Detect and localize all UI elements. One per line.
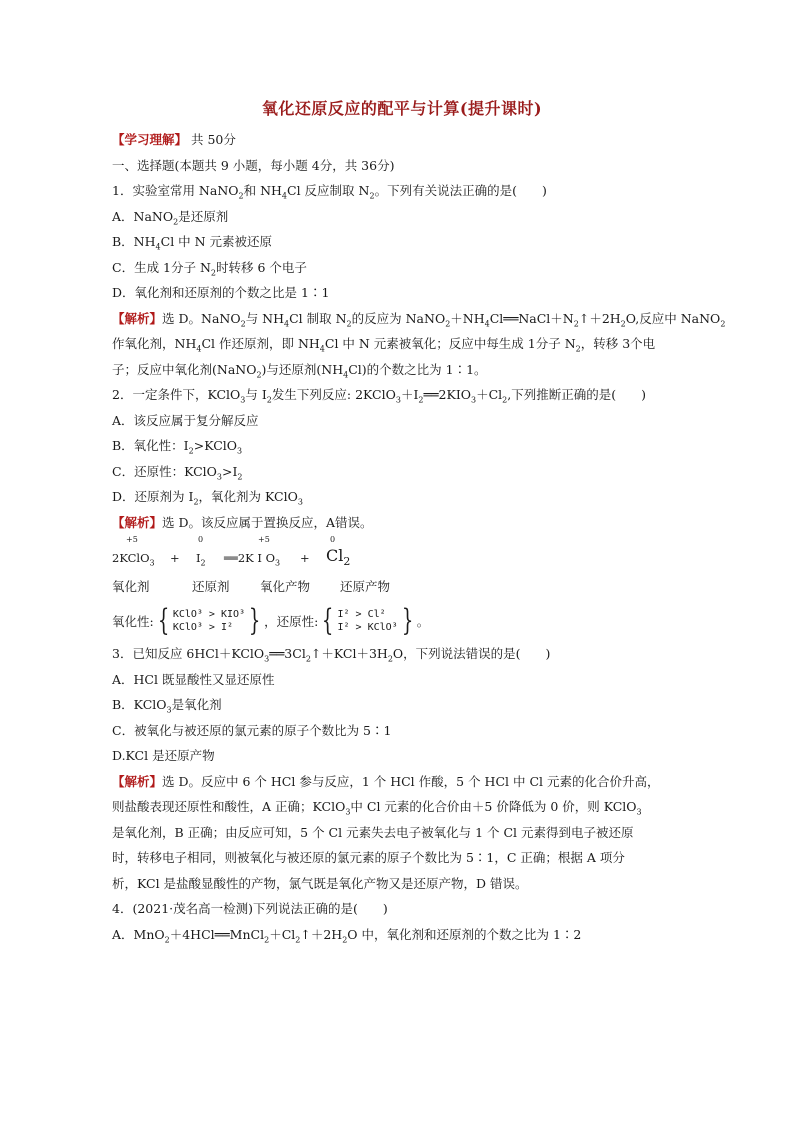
q2-stem: 2．一定条件下，KClO$_3$与 $I_2$发生下列反应: $2KClO_3+I_2══2KIO_3+Cl_2$,下列推断正确的是( ) [112, 387, 646, 405]
eq-term-kio3: ══2K I $O_3$ [224, 551, 281, 568]
q1-answer-line2: 作氧化剂，$NH_4Cl$ 作还原剂，即 $NH_4Cl$ 中 N 元素被氧化；反应中每生成 1分子 $N_2$，转移 3个电 [112, 336, 656, 354]
q2-option-a: A．该反应属于复分解反应 [112, 412, 259, 428]
reducing-label: ，还原性: [264, 614, 319, 629]
q3-answer-line2: 则盐酸表现还原性和酸性，A 正确；KClO$_3$中 Cl 元素的化合价由＋5 价降低为 0 价，则 KClO$_3$ [112, 799, 642, 817]
role-oxidant: 氧化剂 [112, 579, 150, 594]
q3-answer-line4: 时，转移电子相同，则被氧化与被还原的氯元素的原子个数比为 5∶1，C 正确；根据 A 项分 [112, 850, 625, 865]
q2-option-d: D．还原剂为 $I_2$，氧化剂为 KClO$_3$ [112, 489, 303, 507]
document-page [112, 96, 726, 947]
q4-stem: 4．(2021·茂名高一检测)下列说法正确的是( ) [112, 901, 388, 916]
q2-equation [112, 535, 692, 573]
q2-comparison: 氧化性: { KClO³ > KIO³ KClO³ > I² } ，还原性: { I² > Cl² I² > KClO³ } 。 [112, 603, 430, 638]
q3-option-a: A．HCl 既显酸性又显还原性 [112, 671, 275, 687]
q2-answer: 【解析】选 D。该反应属于置换反应，A错误。 [112, 514, 373, 530]
q3-stem: 3．已知反应 $6HCl+KClO_3══3Cl_2↑+KCl+3H_2O$，下列说法错误的是( ) [112, 646, 551, 664]
eq-plus-2: + [300, 551, 310, 565]
oxidizing-brace: { KClO³ > KIO³ KClO³ > I² } [157, 603, 261, 638]
q1-answer-line3: 子；反应中氧化剂(NaNO$_2$)与还原剂$(NH_4Cl)$的个数之比为 1∶1。 [112, 361, 487, 379]
section-header [112, 127, 692, 153]
section-score: 共 50分 [187, 132, 236, 147]
q4-option-a: A．$MnO_2+4HCl══MnCl_2+Cl_2↑+2H_2O$ 中，氧化剂和还原剂的个数之比为 1∶2 [112, 926, 582, 944]
page-title: 氧化还原反应的配平与计算(提升课时) [261, 99, 543, 118]
q3-answer-line1: 【解析】选 D。反应中 6 个 HCl 参与反应，1 个 HCl 作酸，5 个 HCl 中 Cl 元素的化合价升高， [112, 773, 660, 789]
role-red-product: 还原产物 [340, 579, 391, 594]
q3-answer-line5: 析，KCl 是盐酸显酸性的产物，氯气既是氧化产物又是还原产物，D 错误。 [112, 875, 528, 891]
eq-term-i2: $I_2$ [196, 551, 206, 568]
q1-option-d: D．氧化剂和还原剂的个数之比是 1∶1 [112, 285, 330, 300]
q2-option-c: C．还原性：$KClO_3>I_2$ [112, 463, 243, 481]
ox-state-kio3: +5 [258, 535, 270, 544]
eq-plus-1: + [170, 551, 180, 565]
q1-option-b: B．$NH_4Cl$ 中 N 元素被还原 [112, 234, 273, 252]
section-tag: 【学习理解】 [112, 132, 188, 147]
role-reductant: 还原剂 [192, 579, 230, 594]
q1-option-c: C．生成 1分子 $N_2$时转移 6 个电子 [112, 259, 307, 277]
ox-state-cl2: 0 [330, 535, 336, 544]
q3-answer-line3: 是氧化剂，B 正确；由反应可知，5 个 Cl 元素失去电子被氧化与 1 个 Cl 元素得到电子被还原 [112, 824, 634, 840]
q3-option-c: C．被氧化与被还原的氯元素的原子个数比为 5∶1 [112, 722, 392, 738]
q2-option-b: B．氧化性：$I_2>KClO_3$ [112, 438, 243, 456]
oxidizing-label: 氧化性: [112, 614, 154, 629]
q3-option-d: D.KCl 是还原产物 [112, 748, 215, 763]
q3-option-b: B．KClO$_3$是氧化剂 [112, 697, 222, 715]
eq-term-kclo3: 2KClO$_3$ [112, 551, 155, 568]
q2-roles [112, 573, 692, 601]
q1-option-a: A．NaNO$_2$是还原剂 [112, 208, 229, 226]
eq-term-cl2: $Cl_2$ [326, 546, 351, 569]
part-heading: 一、选择题(本题共 9 小题，每小题 4分，共 36分) [112, 157, 395, 173]
ox-state-kclo3: +5 [126, 535, 138, 544]
role-ox-product: 氧化产物 [260, 579, 311, 594]
q1-answer-line1: 【解析】选 D。NaNO$_2$与 $NH_4Cl$ 制取 $N_2$的反应为 $NaNO_2+NH_4Cl══NaCl+N_2↑+2H_2O$,反应中 NaNO$_2$ [112, 310, 726, 328]
q1-stem: 1．实验室常用 NaNO$_2$和 $NH_4Cl$ 反应制取 $N_2$。下列有关说法正确的是( ) [112, 183, 547, 201]
reducing-brace: { I² > Cl² I² > KClO³ } [322, 603, 413, 638]
ox-state-i2: 0 [198, 535, 204, 544]
